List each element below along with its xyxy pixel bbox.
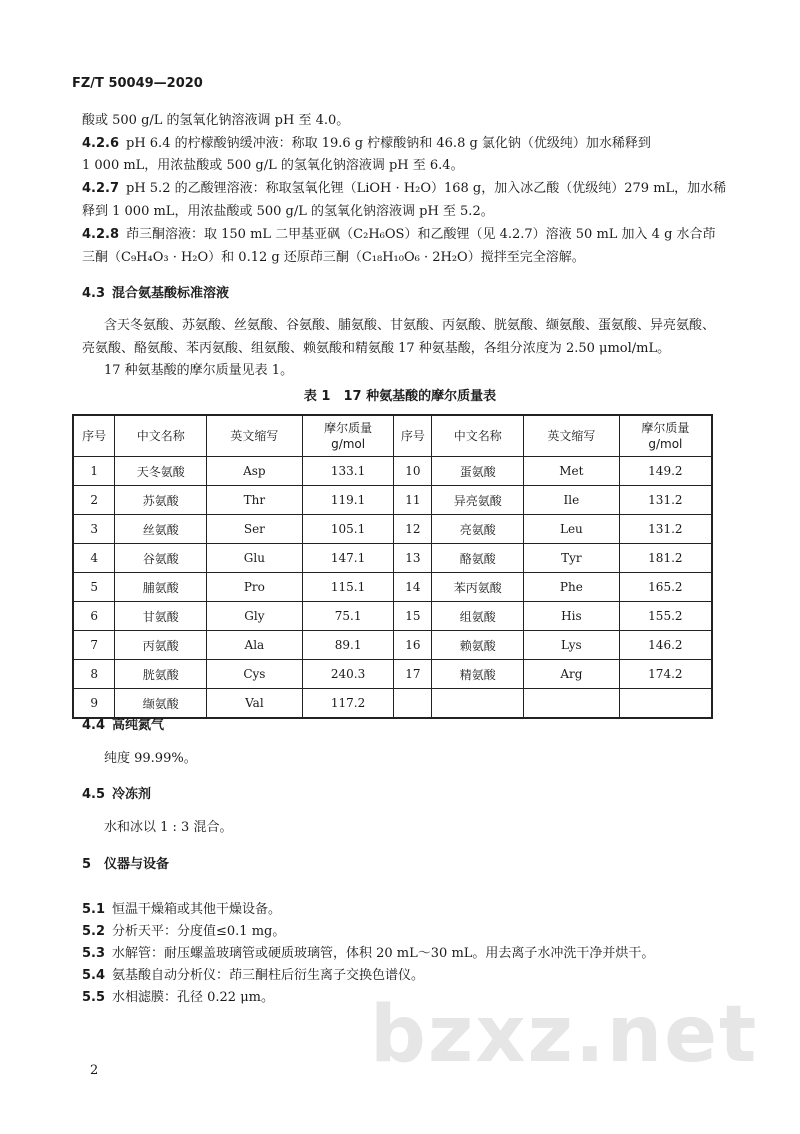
table-row bbox=[73, 486, 712, 515]
cell-abbreviation: Leu bbox=[524, 515, 620, 544]
cell-molar-mass: 89.1 bbox=[302, 631, 394, 660]
section-title: 混合氨基酸标准溶液 bbox=[112, 286, 230, 301]
clause-5-3 bbox=[82, 945, 654, 963]
cell-index: 17 bbox=[394, 660, 432, 689]
clause-number: 4.2.7 bbox=[82, 181, 120, 196]
cell-chinese-name: 异亮氨酸 bbox=[432, 486, 524, 515]
header-index-2: 序号 bbox=[394, 415, 432, 457]
cell-abbreviation: Pro bbox=[207, 573, 303, 602]
cell-molar-mass bbox=[619, 689, 712, 719]
header-chinese-name: 中文名称 bbox=[115, 415, 207, 457]
standard-number-header: FZ/T 50049—2020 bbox=[72, 76, 203, 91]
line-l3 bbox=[82, 157, 464, 175]
cell-chinese-name: 亮氨酸 bbox=[432, 515, 524, 544]
cell-index: 13 bbox=[394, 544, 432, 573]
cell-molar-mass: 165.2 bbox=[619, 573, 712, 602]
cell-chinese-name: 苏氨酸 bbox=[115, 486, 207, 515]
cell-molar-mass: 181.2 bbox=[619, 544, 712, 573]
section-heading-4-5 bbox=[82, 786, 151, 804]
cell-index: 3 bbox=[73, 515, 115, 544]
line-text: 1 000 mL，用浓盐酸或 500 g/L 的氢氧化钠溶液调 pH 至 6.4。 bbox=[82, 158, 464, 173]
page-number: 2 bbox=[90, 1063, 99, 1078]
cell-index: 2 bbox=[73, 486, 115, 515]
section-heading-4-4 bbox=[82, 717, 164, 735]
clause-4-2-8 bbox=[82, 226, 716, 244]
line-l7 bbox=[82, 249, 585, 267]
cell-index: 16 bbox=[394, 631, 432, 660]
cell-chinese-name: 丝氨酸 bbox=[115, 515, 207, 544]
cell-index: 11 bbox=[394, 486, 432, 515]
cell-chinese-name: 脯氨酸 bbox=[115, 573, 207, 602]
cell-abbreviation: Met bbox=[524, 457, 620, 486]
clause-4-2-7 bbox=[82, 180, 726, 198]
cell-molar-mass: 133.1 bbox=[302, 457, 394, 486]
header-abbreviation: 英文缩写 bbox=[207, 415, 303, 457]
cell-abbreviation: Thr bbox=[207, 486, 303, 515]
clause-number: 5.5 bbox=[82, 990, 106, 1005]
table-caption: 表 1 17 种氨基酸的摩尔质量表 bbox=[303, 389, 497, 404]
cell-chinese-name: 酪氨酸 bbox=[432, 544, 524, 573]
line-l1 bbox=[82, 112, 349, 130]
table-row bbox=[73, 602, 712, 631]
cell-abbreviation: Glu bbox=[207, 544, 303, 573]
section-heading-4-3 bbox=[82, 285, 229, 303]
cell-chinese-name bbox=[432, 689, 524, 719]
cell-molar-mass: 117.2 bbox=[302, 689, 394, 719]
cell-chinese-name: 谷氨酸 bbox=[115, 544, 207, 573]
line-text: pH 5.2 的乙酸锂溶液：称取氢氧化锂（LiOH · H₂O）168 g，加入冰乙酸（优级纯）279 mL，加水稀 bbox=[126, 181, 727, 196]
cell-molar-mass: 131.2 bbox=[619, 486, 712, 515]
cell-molar-mass: 105.1 bbox=[302, 515, 394, 544]
section-number: 4.3 bbox=[82, 286, 106, 301]
cell-index: 15 bbox=[394, 602, 432, 631]
clause-text: 水解管：耐压螺盖玻璃管或硬质玻璃管，体积 20 mL～30 mL。用去离子水冲洗干净并烘干。 bbox=[112, 946, 655, 961]
cell-abbreviation: Ile bbox=[524, 486, 620, 515]
cell-index: 14 bbox=[394, 573, 432, 602]
cell-chinese-name: 甘氨酸 bbox=[115, 602, 207, 631]
line-text: pH 6.4 的柠檬酸钠缓冲液：称取 19.6 g 柠檬酸钠和 46.8 g 氯化钠（优级纯）加水稀释到 bbox=[126, 136, 651, 151]
cell-molar-mass: 119.1 bbox=[302, 486, 394, 515]
paragraph-4-5: 水和冰以 1 : 3 混合。 bbox=[104, 820, 233, 835]
cell-chinese-name: 缬氨酸 bbox=[115, 689, 207, 719]
cell-abbreviation: Tyr bbox=[524, 544, 620, 573]
cell-index: 7 bbox=[73, 631, 115, 660]
cell-index: 9 bbox=[73, 689, 115, 719]
cell-abbreviation: Gly bbox=[207, 602, 303, 631]
clause-4-2-6 bbox=[82, 135, 651, 153]
cell-abbreviation bbox=[524, 689, 620, 719]
clause-text: 水相滤膜：孔径 0.22 μm。 bbox=[112, 990, 274, 1005]
cell-index: 5 bbox=[73, 573, 115, 602]
section-heading-5 bbox=[82, 856, 169, 874]
clause-text: 分析天平：分度值≤0.1 mg。 bbox=[112, 924, 286, 939]
section-title: 冷冻剂 bbox=[112, 787, 152, 802]
table-row bbox=[73, 573, 712, 602]
clause-5-4 bbox=[82, 967, 424, 985]
section-title: 仪器与设备 bbox=[104, 857, 170, 872]
cell-abbreviation: Arg bbox=[524, 660, 620, 689]
cell-index: 10 bbox=[394, 457, 432, 486]
cell-chinese-name: 蛋氨酸 bbox=[432, 457, 524, 486]
clause-number: 4.2.8 bbox=[82, 227, 120, 242]
table-row bbox=[73, 515, 712, 544]
clause-number: 5.2 bbox=[82, 924, 106, 939]
cell-index bbox=[394, 689, 432, 719]
paragraph-4-4: 纯度 99.99%。 bbox=[104, 751, 197, 766]
cell-molar-mass: 146.2 bbox=[619, 631, 712, 660]
cell-chinese-name: 天冬氨酸 bbox=[115, 457, 207, 486]
paragraph-4-3-line1: 含天冬氨酸、苏氨酸、丝氨酸、谷氨酸、脯氨酸、甘氨酸、丙氨酸、胱氨酸、缬氨酸、蛋氨酸、异亮氨酸、 bbox=[104, 318, 716, 333]
paragraph-4-3-line3: 17 种氨基酸的摩尔质量见表 1。 bbox=[104, 363, 294, 378]
clause-number: 5.4 bbox=[82, 968, 106, 983]
cell-index: 4 bbox=[73, 544, 115, 573]
cell-abbreviation: His bbox=[524, 602, 620, 631]
header-molar-mass: 摩尔质量 g/mol bbox=[302, 415, 394, 457]
clause-number: 5.1 bbox=[82, 902, 106, 917]
cell-chinese-name: 胱氨酸 bbox=[115, 660, 207, 689]
cell-index: 6 bbox=[73, 602, 115, 631]
amino-acid-table bbox=[72, 414, 713, 719]
cell-chinese-name: 精氨酸 bbox=[432, 660, 524, 689]
section-number: 4.5 bbox=[82, 787, 106, 802]
clause-number: 5.3 bbox=[82, 946, 106, 961]
cell-molar-mass: 155.2 bbox=[619, 602, 712, 631]
watermark: bzxz.net bbox=[370, 990, 759, 1080]
cell-molar-mass: 75.1 bbox=[302, 602, 394, 631]
cell-abbreviation: Ala bbox=[207, 631, 303, 660]
cell-abbreviation: Phe bbox=[524, 573, 620, 602]
clause-text: 氨基酸自动分析仪：茚三酮柱后衍生离子交换色谱仪。 bbox=[112, 968, 425, 983]
table-header-row bbox=[73, 415, 712, 457]
header-chinese-name-2: 中文名称 bbox=[432, 415, 524, 457]
cell-index: 12 bbox=[394, 515, 432, 544]
clause-5-2 bbox=[82, 923, 285, 941]
cell-molar-mass: 174.2 bbox=[619, 660, 712, 689]
cell-index: 1 bbox=[73, 457, 115, 486]
clause-text: 恒温干燥箱或其他干燥设备。 bbox=[112, 902, 282, 917]
cell-molar-mass: 147.1 bbox=[302, 544, 394, 573]
line-l5 bbox=[82, 203, 494, 221]
table-row bbox=[73, 631, 712, 660]
section-title: 高纯氮气 bbox=[112, 718, 165, 733]
cell-chinese-name: 组氨酸 bbox=[432, 602, 524, 631]
cell-chinese-name: 丙氨酸 bbox=[115, 631, 207, 660]
cell-abbreviation: Asp bbox=[207, 457, 303, 486]
line-text: 三酮（C₉H₄O₃ · H₂O）和 0.12 g 还原茚三酮（C₁₈H₁₀O₆ · 2H₂O）搅拌至完全溶解。 bbox=[82, 250, 585, 265]
header-molar-mass-2: 摩尔质量 g/mol bbox=[619, 415, 712, 457]
table-row bbox=[73, 544, 712, 573]
cell-molar-mass: 131.2 bbox=[619, 515, 712, 544]
cell-abbreviation: Val bbox=[207, 689, 303, 719]
line-text: 释到 1 000 mL，用浓盐酸或 500 g/L 的氢氧化钠溶液调 pH 至 5.2。 bbox=[82, 204, 494, 219]
clause-5-1 bbox=[82, 901, 281, 919]
paragraph-4-3-line2: 亮氨酸、酪氨酸、苯丙氨酸、组氨酸、赖氨酸和精氨酸 17 种氨基酸，各组分浓度为 2.50 μmol/mL。 bbox=[82, 341, 671, 356]
cell-abbreviation: Ser bbox=[207, 515, 303, 544]
section-number: 5 bbox=[82, 857, 92, 872]
cell-abbreviation: Cys bbox=[207, 660, 303, 689]
cell-molar-mass: 115.1 bbox=[302, 573, 394, 602]
clause-5-5 bbox=[82, 989, 274, 1007]
line-text: 酸或 500 g/L 的氢氧化钠溶液调 pH 至 4.0。 bbox=[82, 113, 350, 128]
cell-chinese-name: 赖氨酸 bbox=[432, 631, 524, 660]
line-text: 茚三酮溶液：取 150 mL 二甲基亚砜（C₂H₆OS）和乙酸锂（见 4.2.7）溶液 50 mL 加入 4 g 水合茚 bbox=[126, 227, 716, 242]
cell-molar-mass: 240.3 bbox=[302, 660, 394, 689]
section-number: 4.4 bbox=[82, 718, 106, 733]
header-abbreviation-2: 英文缩写 bbox=[524, 415, 620, 457]
cell-abbreviation: Lys bbox=[524, 631, 620, 660]
table-row bbox=[73, 660, 712, 689]
clause-number: 4.2.6 bbox=[82, 136, 120, 151]
table-row bbox=[73, 457, 712, 486]
header-index: 序号 bbox=[73, 415, 115, 457]
table-row bbox=[73, 689, 712, 719]
cell-chinese-name: 苯丙氨酸 bbox=[432, 573, 524, 602]
cell-index: 8 bbox=[73, 660, 115, 689]
cell-molar-mass: 149.2 bbox=[619, 457, 712, 486]
